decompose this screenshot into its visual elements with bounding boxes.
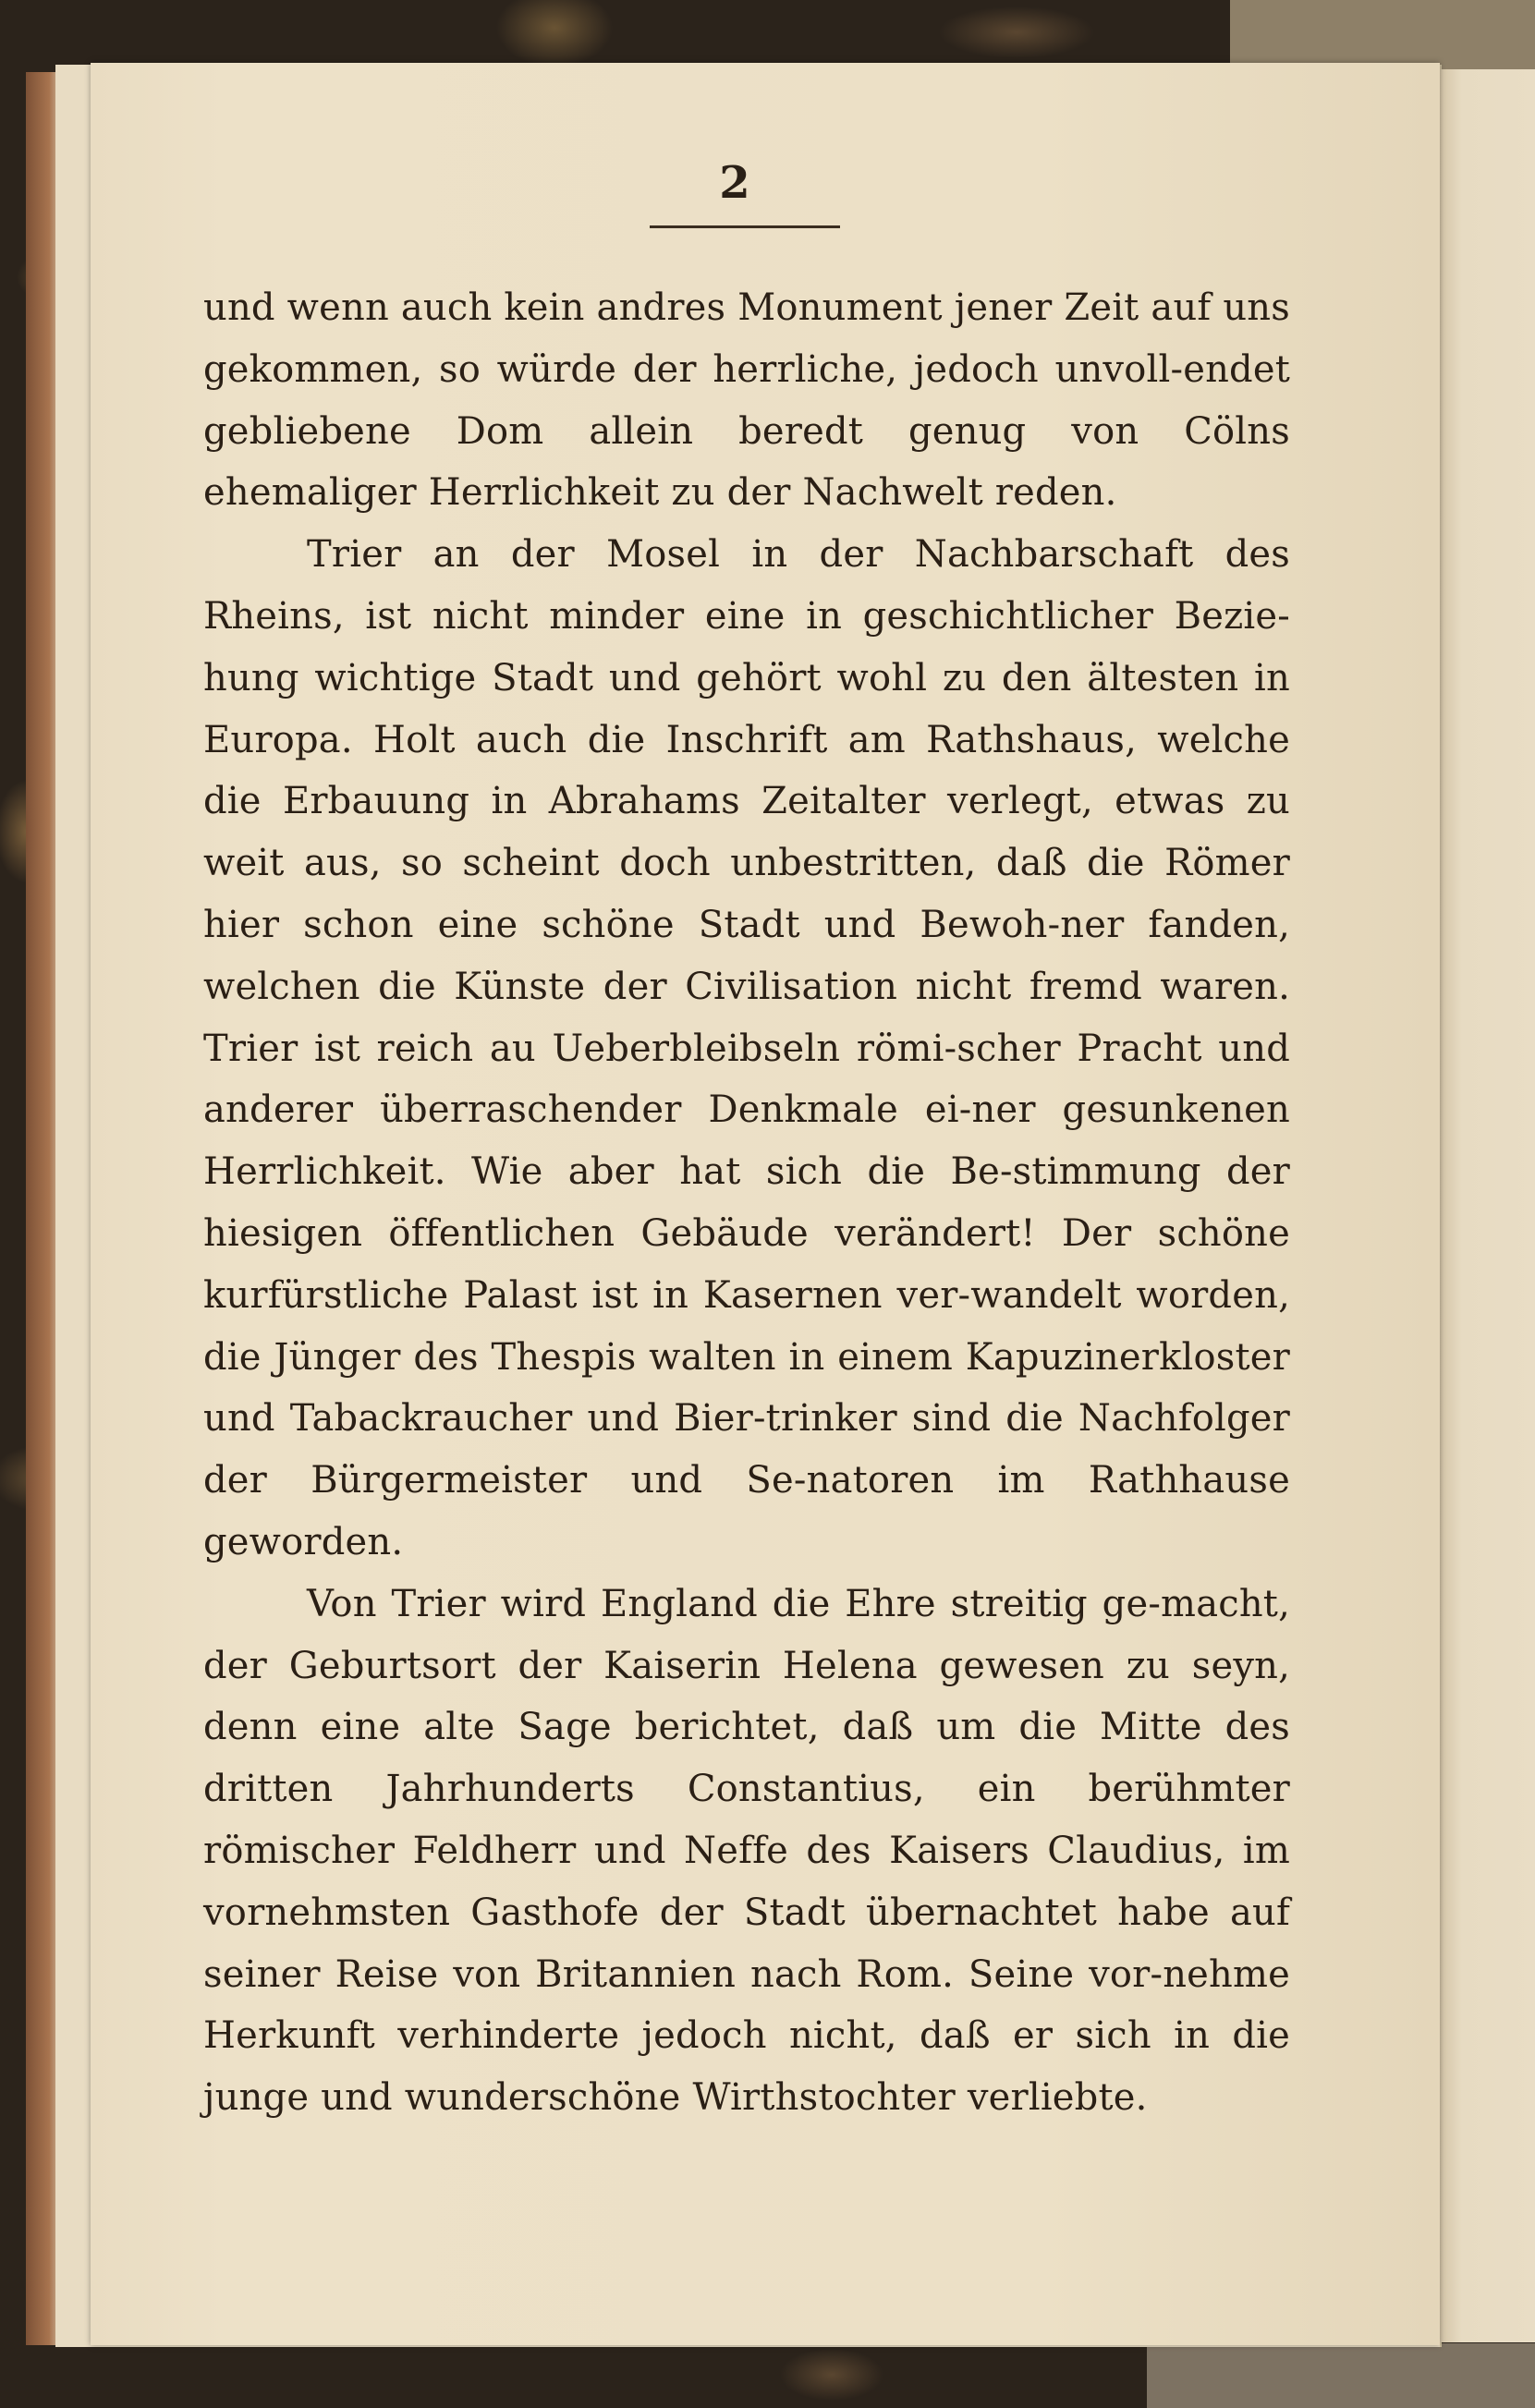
body-text: [203, 277, 1290, 2129]
paragraph-1: und wenn auch kein andres Monument jener Zeit auf uns gekommen, so würde der herrliche, jedoch unvoll-endet gebliebene Dom allein beredt genug von Cölns ehemaliger Herrlichkeit zu der Nachwelt reden.: [203, 286, 1290, 515]
page-number-rule: [650, 225, 840, 228]
paragraph-3: Von Trier wird England die Ehre streitig ge-macht, der Geburtsort der Kaiserin Helena gewesen zu seyn, denn eine alte Sage berichtet, daß um die Mitte des dritten Jahrhunderts Constantius, ein berühmter römischer Feldherr und Neffe des Kaisers Claudius, im vornehmsten Gasthofe der Stadt übernachtet habe auf seiner Reise von Britannien nach Rom. Seine vor-nehme Herkunft verhinderte jedoch nicht, daß er sich in die junge und wunderschöne Wirthstochter verliebte.: [203, 1582, 1290, 2120]
page-number: 2: [719, 157, 750, 209]
book-cloth-bottom: [1147, 2343, 1535, 2408]
right-leaf: [1431, 69, 1535, 2342]
paragraph-2: Trier an der Mosel in der Nachbarschaft des Rheins, ist nicht minder eine in geschichtlicher Bezie-hung wichtige Stadt und gehört wohl zu den ältesten in Europa. Holt auch die Inschrift am Rathshaus, welche die Erbauung in Abrahams Zeitalter verlegt, etwas zu weit aus, so scheint doch unbestritten, daß die Römer hier schon eine schöne Stadt und Bewoh-ner fanden, welchen die Künste der Civilisation nicht fremd waren. Trier ist reich au Ueberbleibseln römi-scher Pracht und anderer überraschender Denkmale ei-ner gesunkenen Herrlichkeit. Wie aber hat sich die Be-stimmung der hiesigen öffentlichen Gebäude verändert! Der schöne kurfürstliche Palast ist in Kasernen ver-wandelt worden, die Jünger des Thespis walten in einem Kapuzinerkloster und Tabackraucher und Bier-trinker sind die Nachfolger der Bürgermeister und Se-natoren im Rathhause geworden.: [203, 533, 1290, 1563]
